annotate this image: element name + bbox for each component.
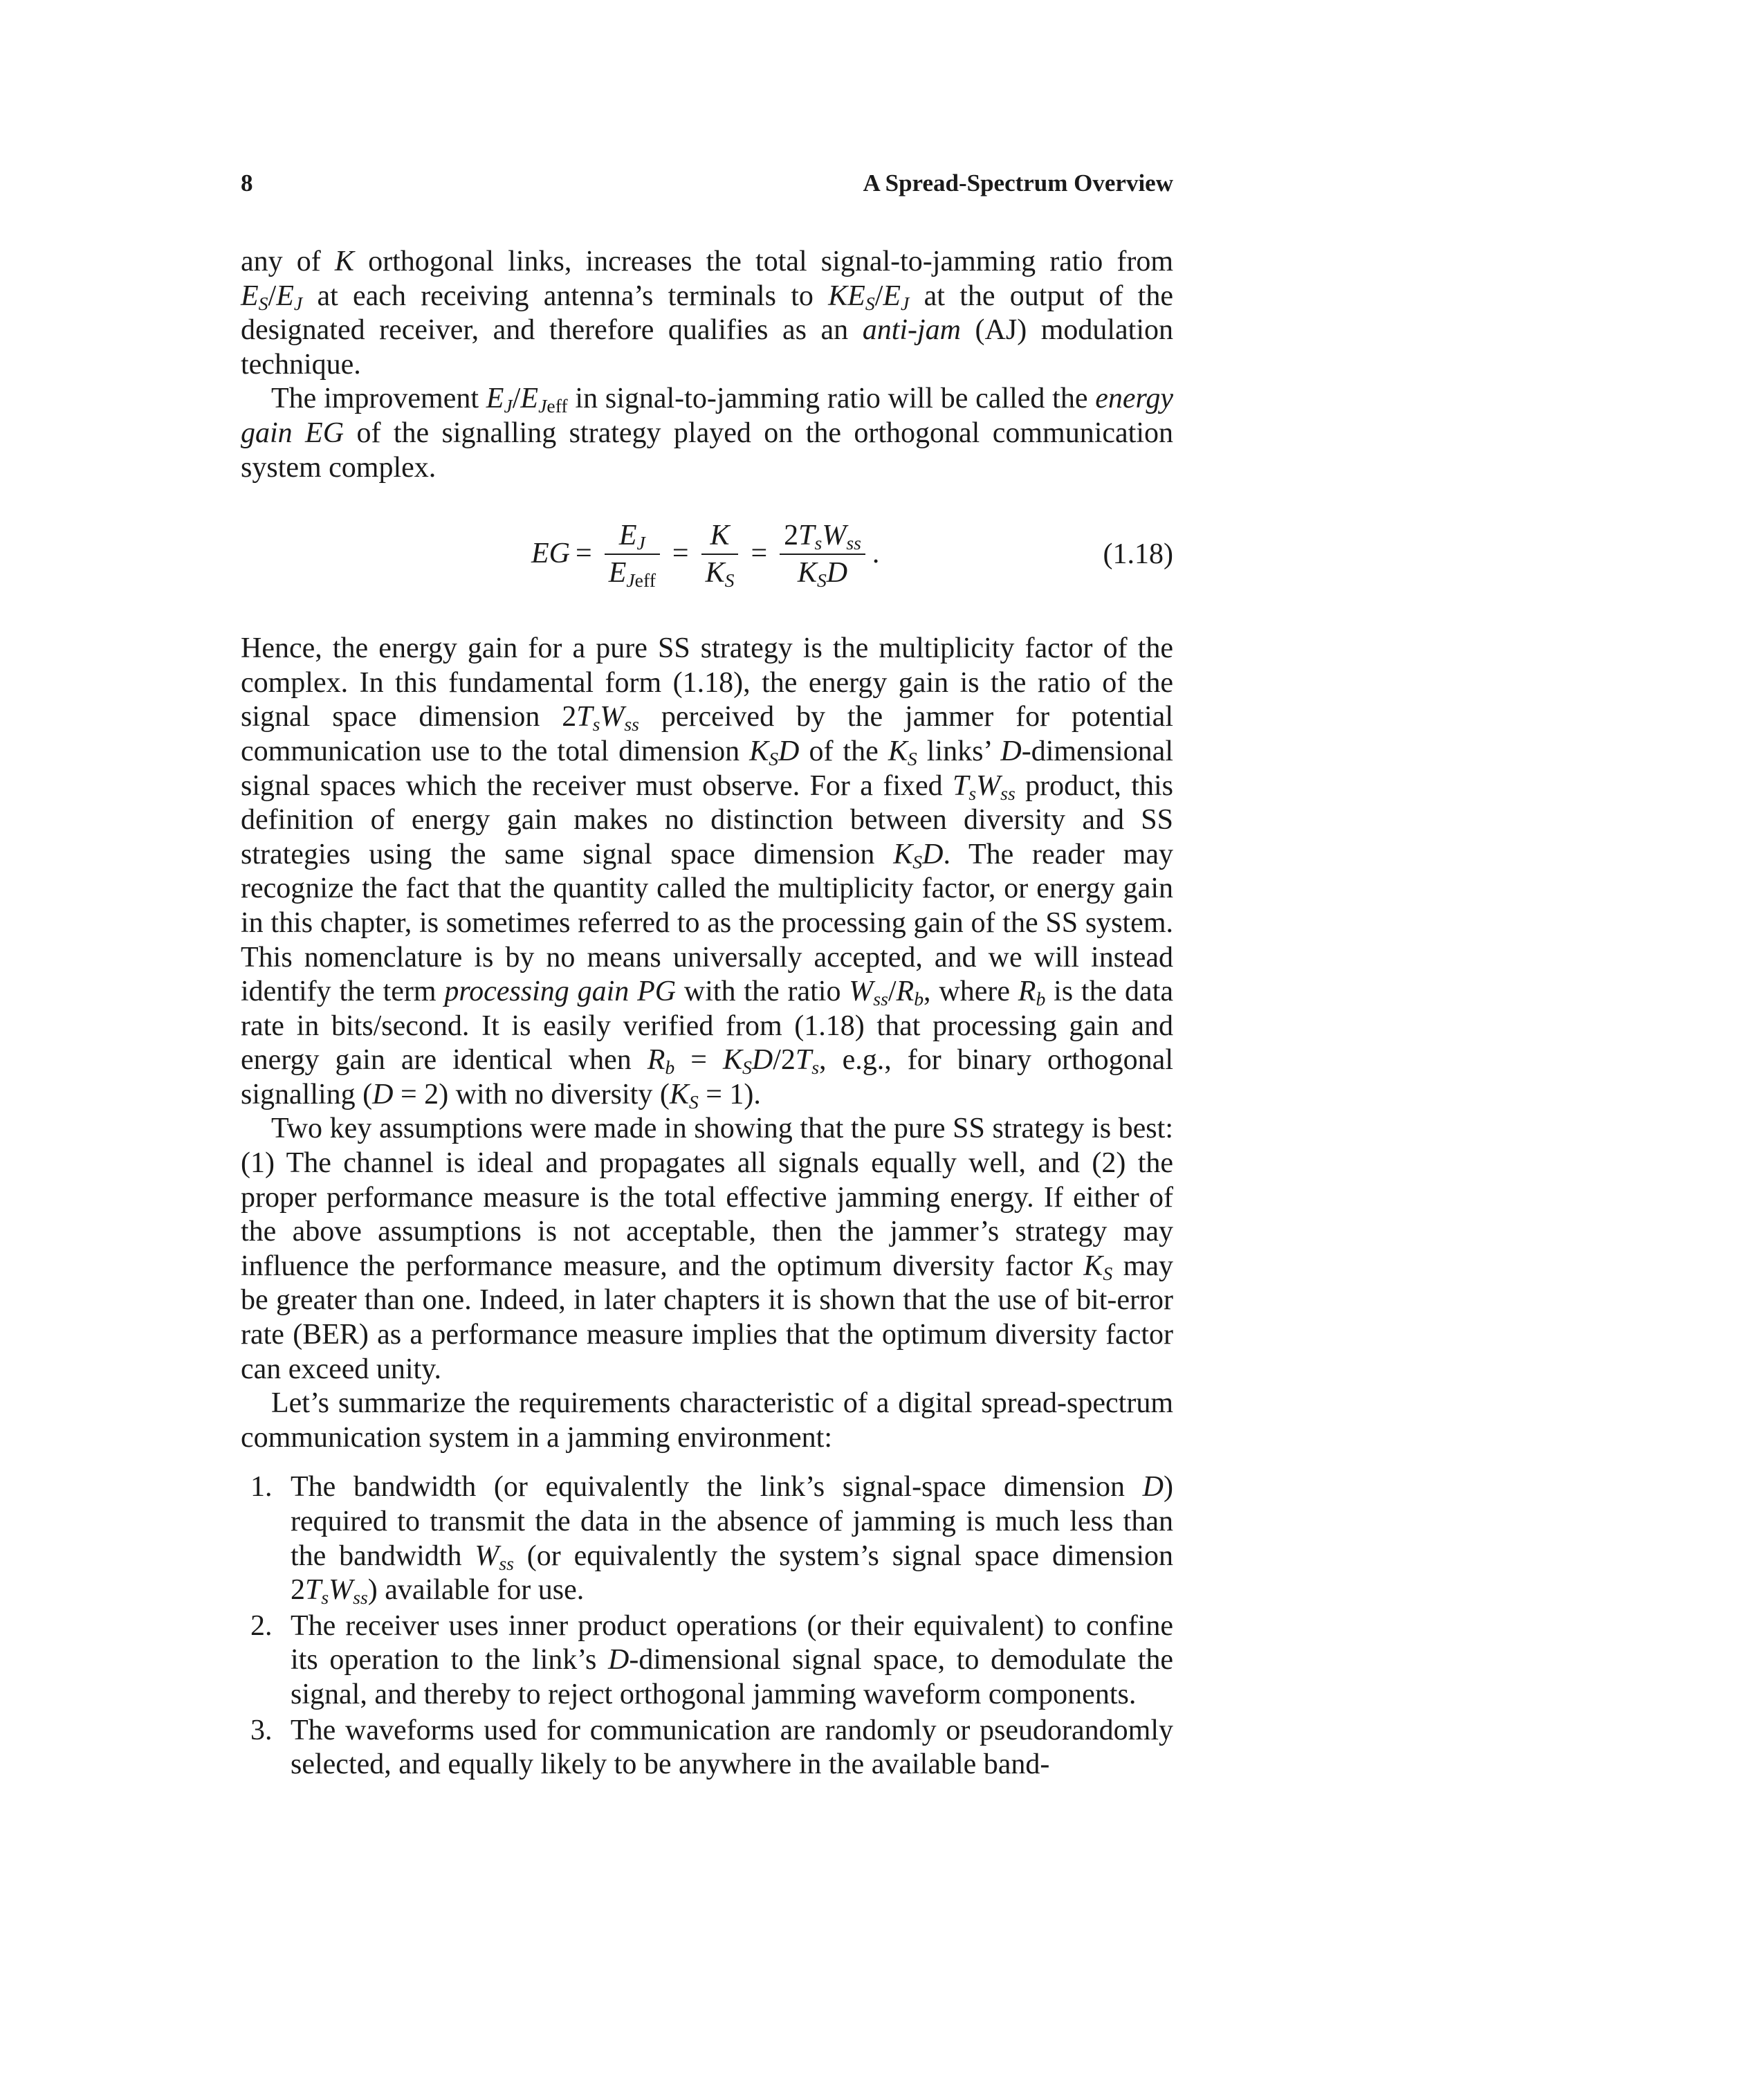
- equation-1-18: [241, 485, 1173, 632]
- book-page: [241, 166, 1173, 1784]
- page-number: 8: [241, 170, 253, 196]
- paragraph-summary-intro: Let’s summarize the requirements characteristic of a digital spread-spectrum communication system in a jamming environment:: [241, 1387, 1173, 1454]
- paragraph-continuation: any of K orthogonal links, increases the total signal-to-jamming ratio from $E_S/E_J$ at each receiving antenna’s terminals to $KE_S/E_J$ at the output of the designated receiver, and therefore qualifies as an anti-jam (AJ) modulation technique.: [241, 246, 1174, 381]
- equation-formula: EG = $\frac{E_J}{E_{Jeff}}$ = $\frac{K}{K_S}$ = $\frac{2T_sW_{ss}}{K_SD}$ .: [531, 520, 880, 592]
- list-item: 2. The receiver uses inner product operations (or their equivalent) to confine its operation to the link’s D-dimensional signal space, to demodulate the signal, and thereby to reject orthogonal jamming waveform components.: [250, 1609, 1174, 1710]
- paragraph-multiplicity: Hence, the energy gain for a pure SS strategy is the multiplicity factor of the complex. In this fundamental form (1.18), the energy gain is the ratio of the signal space dimension $2T_sW_{ss}$ perceived by the jammer for potential communication use to the total dimension $K_SD$ of the $K_S$ links’ D-dimensional signal spaces which the receiver must observe. For a fixed $T_sW_{ss}$ product, this definition of energy gain makes no distinction between diversity and SS strategies using the same signal space dimension $K_SD$. The reader may recognize the fact that the quantity called the multiplicity factor, or energy gain in this chapter, is sometimes referred to as the processing gain of the SS system. This nomenclature is by no means universally accepted, and we will instead identify the term processing gain PG with the ratio $W_{ss}/R_b$, where $R_b$ is the data rate in bits/second. It is easily verified from (1.18) that processing gain and energy gain are identical when $R_b = K_SD/2T_s$, e.g., for binary orthogonal signalling (D = 2) with no diversity $(K_S = 1)$.: [241, 632, 1174, 1113]
- list-item: 3. The waveforms used for communication are randomly or pseudorandomly selected, and equally likely to be anywhere in the available band-: [250, 1714, 1173, 1781]
- requirements-list: [241, 1470, 1173, 1782]
- paragraph-assumptions: Two key assumptions were made in showing that the pure SS strategy is best: (1) The channel is ideal and propagates all signals equally well, and (2) the proper performance measure is the total effective jamming energy. If either of the above assumptions is not acceptable, then the jammer’s strategy may influence the performance measure, and the optimum diversity factor $K_S$ may be greater than one. Indeed, in later chapters it is shown that the use of bit-error rate (BER) as a performance measure implies that the optimum diversity factor can exceed unity.: [241, 1113, 1173, 1385]
- running-header: [241, 166, 1173, 201]
- list-item: 1. The bandwidth (or equivalently the link’s signal-space dimension D) required to transmit the data in the absence of jamming is much less than the bandwidth $W_{ss}$ (or equivalently the system’s signal space dimension $2T_sW_{ss}$) available for use.: [250, 1471, 1174, 1609]
- paragraph-energy-gain: The improvement $E_J/E_{Jeff}$ in signal-to-jamming ratio will be called the energy gain EG of the signalling strategy played on the orthogonal communication system complex.: [241, 383, 1174, 484]
- equation-number: (1.18): [1103, 538, 1173, 571]
- running-title: A Spread-Spectrum Overview: [863, 170, 1173, 196]
